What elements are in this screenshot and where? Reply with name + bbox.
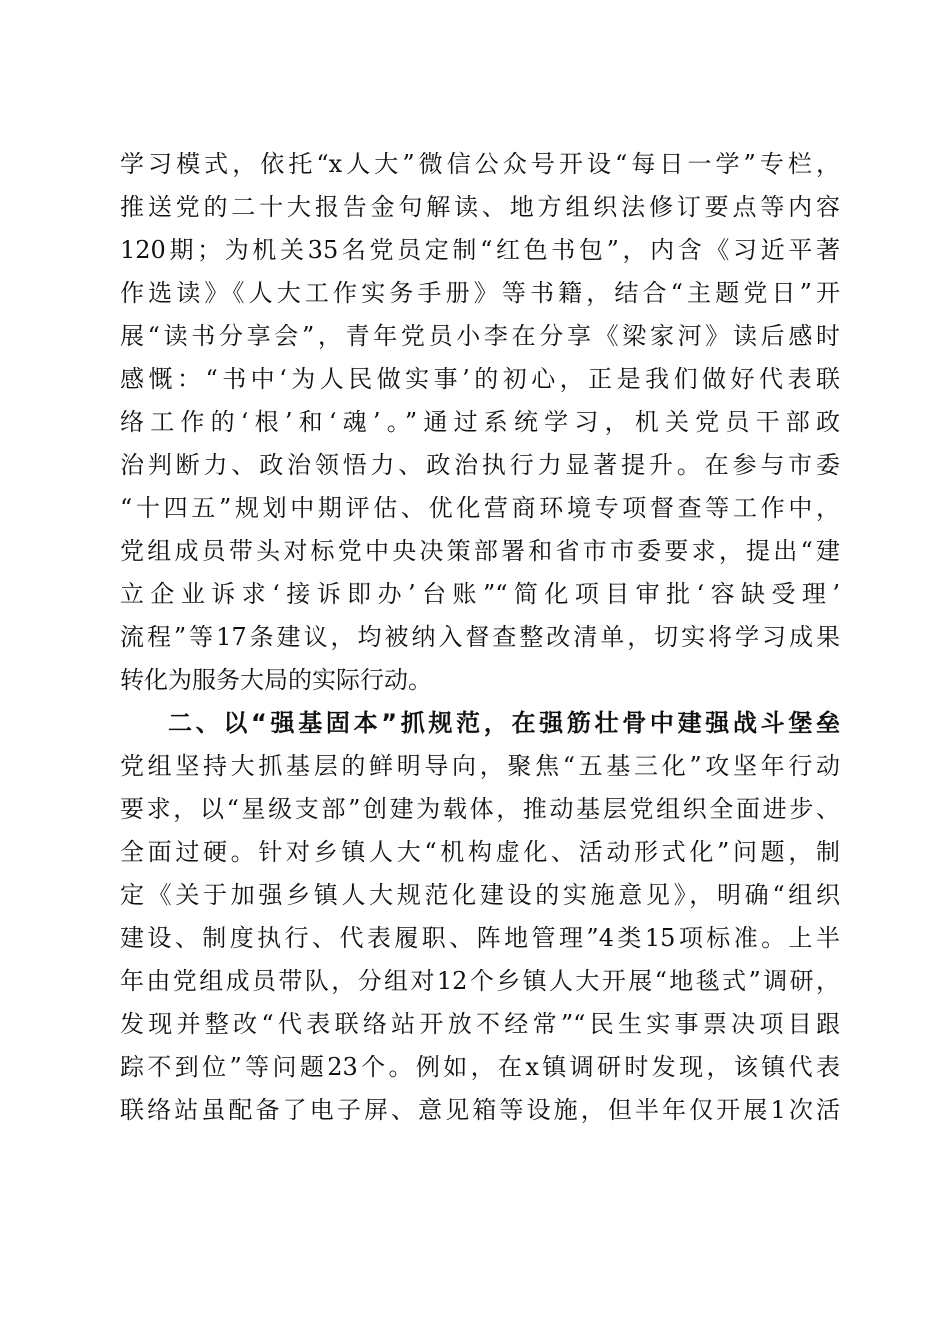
body-text-line: 全面过硬。针对乡镇人大“机构虚化、活动形式化”问题，制	[120, 838, 840, 866]
section-heading: 二、以“强基固本”抓规范，在强筋壮骨中建强战斗堡垒	[168, 709, 840, 737]
body-text-line: 感慨：“书中‘为人民做实事’的初心，正是我们做好代表联	[120, 365, 840, 393]
body-text-line: 发现并整改“代表联络站开放不经常”“民生实事票决项目跟	[120, 1010, 840, 1038]
body-text-line: 治判断力、政治领悟力、政治执行力显著提升。在参与市委	[120, 451, 840, 479]
body-text-line: 联络站虽配备了电子屏、意见箱等设施，但半年仅开展1次活	[120, 1096, 840, 1124]
body-text-line: 络工作的‘根’和‘魂’。”通过系统学习，机关党员干部政	[120, 408, 840, 436]
body-text-line: 立企业诉求‘接诉即办’台账”“简化项目审批‘容缺受理’	[120, 580, 840, 608]
body-text-line: 党组成员带头对标党中央决策部署和省市市委要求，提出“建	[120, 537, 840, 565]
body-text-line: 党组坚持大抓基层的鲜明导向，聚焦“五基三化”攻坚年行动	[120, 752, 840, 780]
body-text-line: 转化为服务大局的实际行动。	[120, 666, 432, 694]
body-text-line: 踪不到位”等问题23个。例如，在x镇调研时发现，该镇代表	[120, 1053, 840, 1081]
body-text-line: 定《关于加强乡镇人大规范化建设的实施意见》，明确“组织	[120, 881, 840, 909]
body-text-line: 作选读》《人大工作实务手册》等书籍，结合“主题党日”开	[120, 279, 840, 307]
body-text-line: 学习模式，依托“x人大”微信公众号开设“每日一学”专栏，	[120, 150, 840, 178]
body-text-line: 流程”等17条建议，均被纳入督查整改清单，切实将学习成果	[120, 623, 840, 651]
body-text-line: 要求，以“星级支部”创建为载体，推动基层党组织全面进步、	[120, 795, 840, 823]
body-text-line: “十四五”规划中期评估、优化营商环境专项督查等工作中，	[120, 494, 840, 522]
body-text-line: 展“读书分享会”，青年党员小李在分享《梁家河》读后感时	[120, 322, 840, 350]
body-text-line: 年由党组成员带队，分组对12个乡镇人大开展“地毯式”调研，	[120, 967, 840, 995]
body-text-line: 建设、制度执行、代表履职、阵地管理”4类15项标准。上半	[120, 924, 840, 952]
body-text-line: 推送党的二十大报告金句解读、地方组织法修订要点等内容	[120, 193, 840, 221]
body-text-line: 120期；为机关35名党员定制“红色书包”，内含《习近平著	[120, 236, 840, 264]
